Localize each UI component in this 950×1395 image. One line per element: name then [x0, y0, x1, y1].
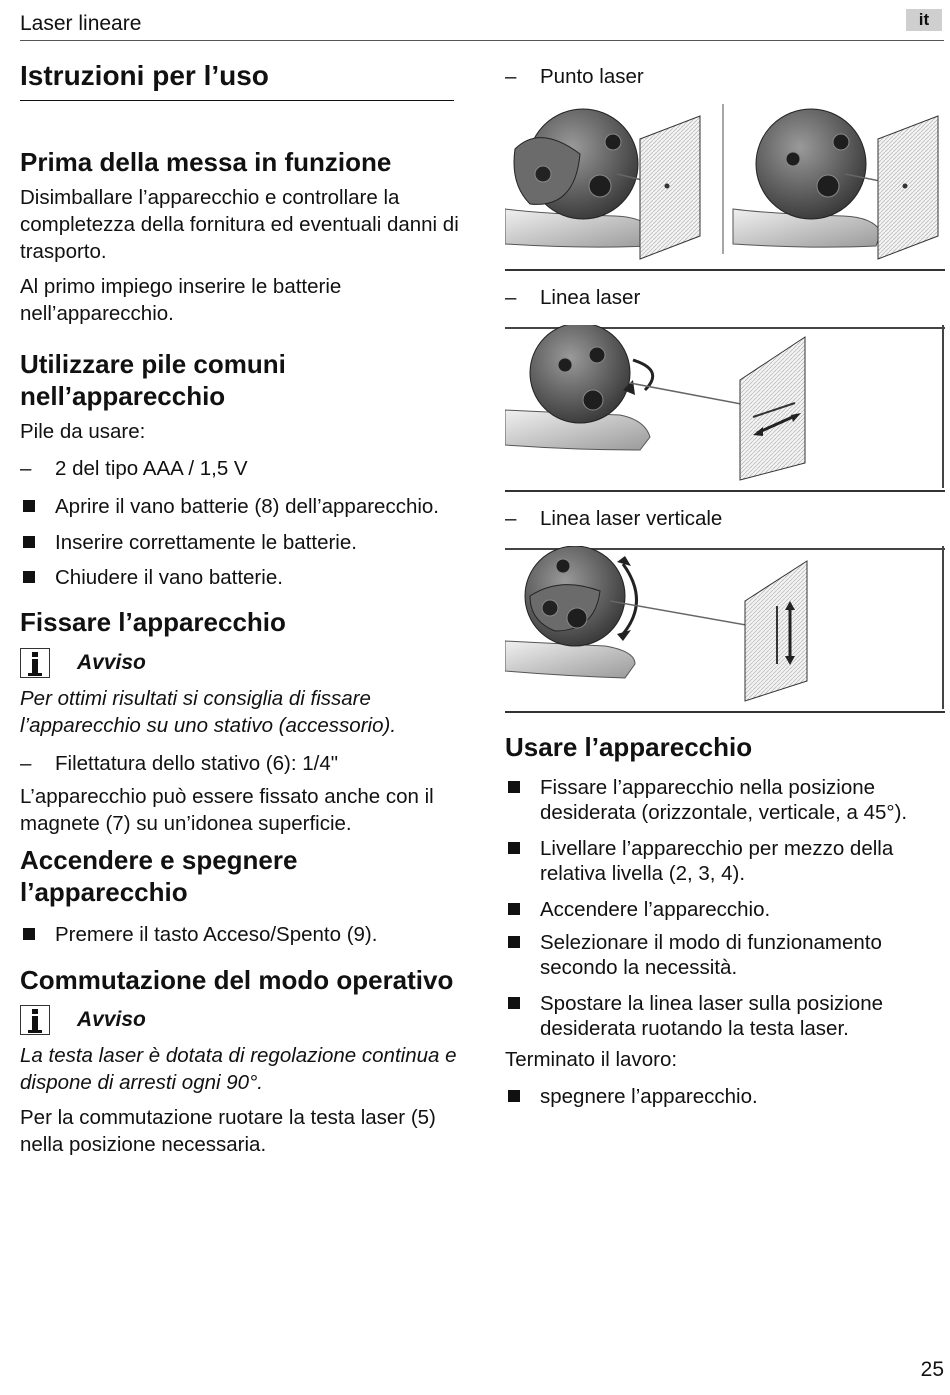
bullet-square-icon: [508, 1090, 520, 1102]
bullet-square-icon: [508, 936, 520, 948]
list-item: [505, 991, 945, 1041]
list-item-text: Selezionare il modo di funzionamento secondo la necessità.: [540, 931, 882, 979]
list-item: [20, 922, 460, 947]
left-column: [20, 60, 460, 1158]
dash-mark: –: [505, 65, 517, 88]
list-item: [20, 565, 460, 590]
section-heading-usage: Usare l’apparecchio: [505, 732, 753, 762]
page-number: 25: [920, 1358, 944, 1381]
mode-label-line: [505, 285, 945, 310]
section-heading-batteries: Utilizzare pile comuni nell’apparecchio: [20, 349, 286, 411]
bullet-square-icon: [23, 928, 35, 940]
list-item-text: Spostare la linea laser sulla posizione desiderata ruotando la testa laser.: [540, 992, 884, 1040]
laser-vertical-line-illustration: [505, 546, 945, 713]
note-header: [20, 646, 460, 680]
section-heading-before-use: Prima della messa in funzione: [20, 147, 392, 177]
list-item: [20, 530, 460, 555]
dash-mark: –: [20, 457, 32, 480]
bullet-square-icon: [508, 781, 520, 793]
dash-item-text: 2 del tipo AAA / 1,5 V: [55, 457, 248, 480]
note-label: Avviso: [77, 1008, 146, 1031]
mode-label-text: Linea laser verticale: [540, 507, 723, 530]
laser-line-illustration: [505, 325, 945, 492]
bullet-square-icon: [508, 997, 520, 1009]
list-item: [505, 930, 945, 980]
paragraph: L’apparecchio può essere fissato anche con il magnete (7) su un’idonea superficie.: [20, 785, 434, 835]
section-heading-mode-switch: Commutazione del modo operativo: [20, 965, 454, 995]
mode-label-point: [505, 64, 945, 89]
list-item-text: Accendere l’apparecchio.: [540, 898, 771, 921]
list-item: [20, 494, 460, 519]
dash-mark: –: [505, 286, 517, 309]
right-column: [505, 60, 945, 1109]
language-badge: it: [906, 9, 942, 31]
bullet-square-icon: [508, 903, 520, 915]
note-header: [20, 1003, 460, 1037]
list-item-text: Premere il tasto Acceso/Spento (9).: [55, 923, 378, 946]
list-item-text: Inserire correttamente le batterie.: [55, 531, 357, 554]
section-heading-fixing: Fissare l’apparecchio: [20, 607, 286, 637]
paragraph: Disimballare l’apparecchio e controllare la completezza della fornitura ed eventuali danni di trasporto.: [20, 186, 459, 263]
list-item-text: Aprire il vano batterie (8) dell’apparecchio.: [55, 495, 440, 518]
dash-mark: –: [20, 752, 32, 775]
bullet-square-icon: [508, 842, 520, 854]
dash-mark: –: [505, 507, 517, 530]
paragraph: Per la commutazione ruotare la testa laser (5) nella posizione necessaria.: [20, 1106, 436, 1156]
paragraph: Pile da usare:: [20, 420, 146, 443]
mode-label-vertical-line: [505, 506, 945, 531]
info-icon: [20, 1005, 50, 1035]
list-item-text: spegnere l’apparecchio.: [540, 1085, 758, 1108]
bullet-square-icon: [23, 571, 35, 583]
paragraph: Al primo impiego inserire le batterie nell’apparecchio.: [20, 275, 342, 325]
bullet-square-icon: [23, 500, 35, 512]
mode-label-text: Linea laser: [540, 286, 641, 309]
note-text: La testa laser è dotata di regolazione continua e dispone di arresti ogni 90°.: [20, 1044, 457, 1094]
dash-item: [20, 751, 460, 776]
main-title: Istruzioni per l’uso: [20, 60, 454, 101]
section-heading-on-off: Accendere e spegnere l’apparecchio: [20, 845, 298, 907]
list-item: [505, 897, 945, 922]
note-text: Per ottimi risultati si consiglia di fissare l’apparecchio su uno stativo (accessorio).: [20, 687, 397, 737]
list-item: [505, 836, 945, 886]
list-item: [505, 1084, 945, 1109]
list-item-text: Livellare l’apparecchio per mezzo della relativa livella (2, 3, 4).: [540, 837, 894, 885]
header-rule: [20, 40, 944, 41]
list-item-text: Chiudere il vano batterie.: [55, 566, 283, 589]
bullet-square-icon: [23, 536, 35, 548]
list-item: [505, 775, 945, 825]
mode-label-text: Punto laser: [540, 65, 644, 88]
paragraph: Terminato il lavoro:: [505, 1048, 678, 1071]
note-label: Avviso: [77, 651, 146, 674]
list-item-text: Fissare l’apparecchio nella posizione desiderata (orizzontale, verticale, a 45°).: [540, 776, 908, 824]
laser-point-illustration: [505, 104, 945, 271]
info-icon: [20, 648, 50, 678]
header-title: Laser lineare: [20, 12, 142, 35]
dash-item: [20, 456, 460, 481]
dash-item-text: Filettatura dello stativo (6): 1/4": [55, 752, 339, 775]
